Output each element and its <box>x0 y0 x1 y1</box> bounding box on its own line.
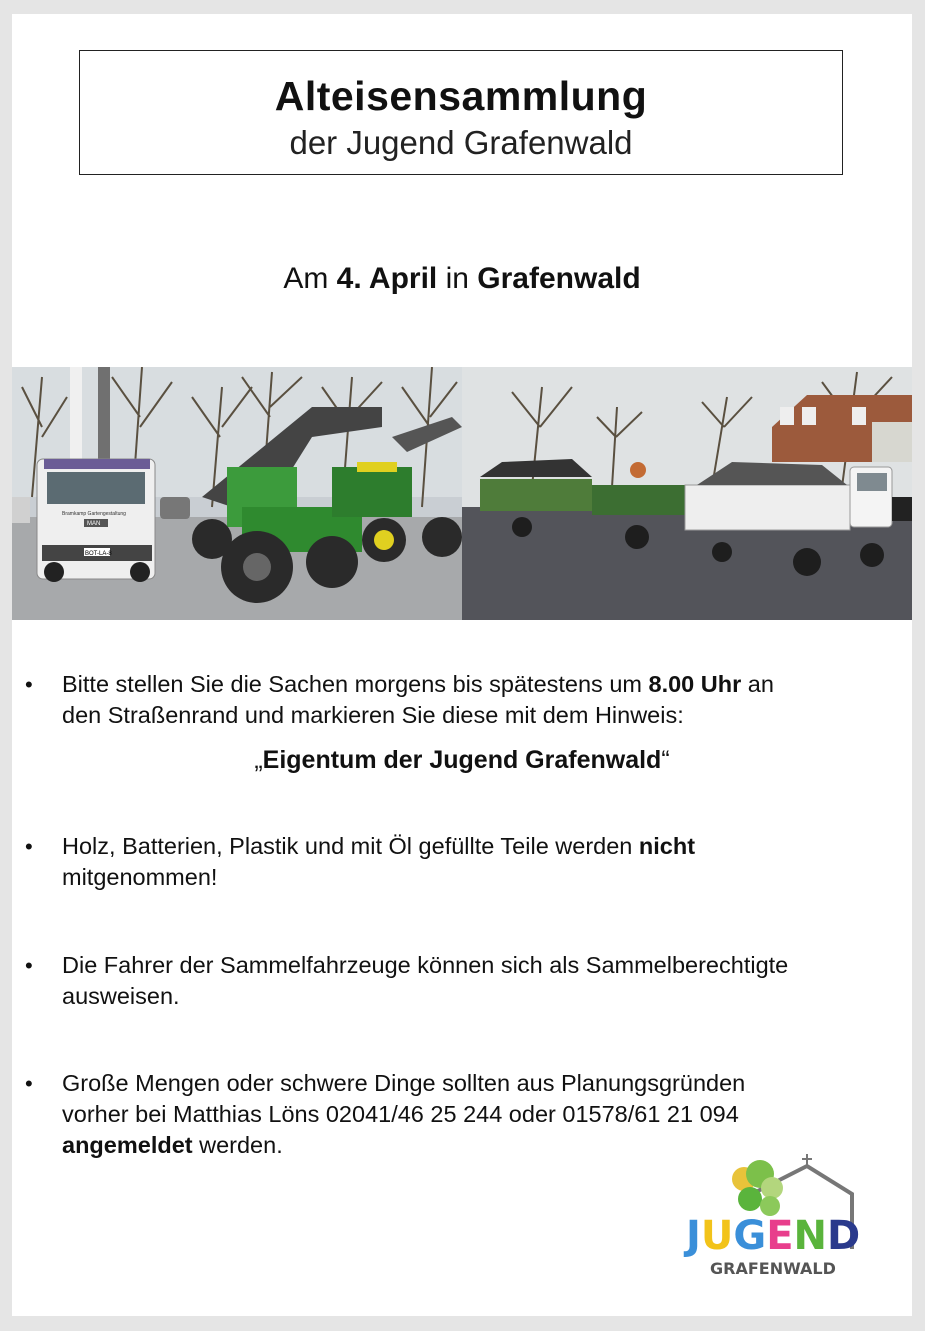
list-item-bold: 8.00 Uhr <box>648 671 742 697</box>
quote-close: “ <box>661 746 670 774</box>
bullet-icon: • <box>25 834 33 859</box>
ownership-quote <box>12 745 912 776</box>
event-place: Grafenwald <box>477 262 641 295</box>
quote-open: „ <box>254 746 263 774</box>
list-item-text: Holz, Batterien, Plastik und mit Öl gefüllte Teile werden <box>62 833 633 859</box>
date-middle: in <box>445 262 469 295</box>
list-item-text: werden. <box>199 1132 283 1158</box>
bullet-icon: • <box>25 672 33 697</box>
logo-word-jugend: JUGEND <box>686 1213 861 1259</box>
logo-graphic <box>682 1154 862 1284</box>
logo-word-grafenwald: GRAFENWALD <box>710 1259 836 1278</box>
bullet-icon: • <box>25 953 33 978</box>
list-item-text: Große Mengen oder schwere Dinge sollten aus Planungsgründen <box>62 1070 746 1096</box>
photo-tractors <box>12 367 462 620</box>
bullet-icon: • <box>25 1071 33 1096</box>
list-item-bold: nicht <box>638 833 696 859</box>
photo-strip <box>12 367 912 620</box>
list-item-text: mitgenommen! <box>62 864 218 890</box>
date-prefix: Am <box>283 262 329 295</box>
truck-brand: MAN <box>87 521 101 527</box>
list-item-text: den Straßenrand und markieren Sie diese mit dem Hinweis: <box>62 702 684 728</box>
title-box <box>79 50 843 175</box>
truck-door-text: Bramkamp Gartengestaltung <box>62 511 126 517</box>
page-subtitle: der Jugend Grafenwald <box>289 124 633 161</box>
page-title: Alteisensammlung <box>274 73 648 119</box>
list-item-text: an <box>747 671 774 697</box>
flyer-page <box>12 14 912 1316</box>
date-line <box>12 262 912 296</box>
quote-text: Eigentum der Jugend Grafenwald <box>262 746 662 774</box>
list-item-text: Die Fahrer der Sammelfahrzeuge können sich als Sammelberechtigte <box>62 952 789 978</box>
jugend-grafenwald-logo <box>682 1154 862 1284</box>
truck-plate: BOT-LA-8 <box>85 551 112 557</box>
photo-scrap-trucks <box>462 367 912 620</box>
event-date: 4. April <box>336 262 438 295</box>
list-item-bold: angemeldet <box>62 1132 193 1158</box>
list-item-text: ausweisen. <box>62 983 180 1009</box>
photo-collage <box>12 367 912 620</box>
list-item-text: vorher bei Matthias Löns 02041/46 25 244 oder 01578/61 21 094 <box>62 1101 739 1127</box>
list-item-text: Bitte stellen Sie die Sachen morgens bis spätestens um <box>62 671 642 697</box>
